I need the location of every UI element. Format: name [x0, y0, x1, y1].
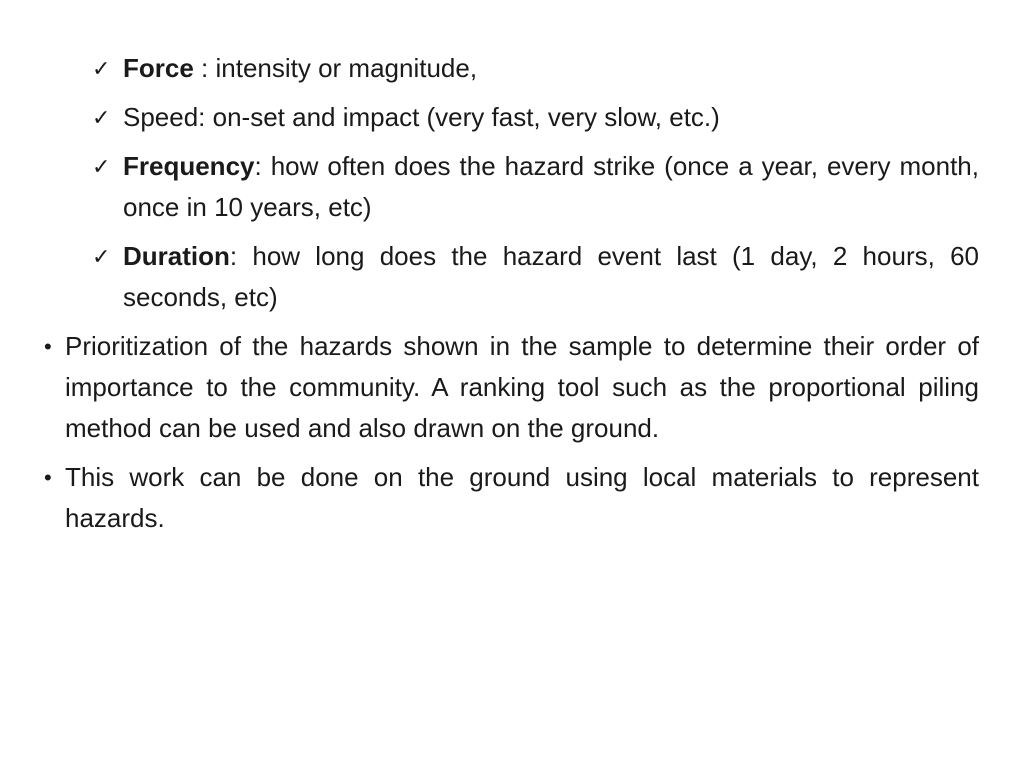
slide-content: [44, 48, 979, 547]
checkmark-icon: ✓: [92, 105, 111, 130]
checkmark-icon: ✓: [92, 56, 111, 81]
checkmark-icon: ✓: [92, 154, 111, 179]
item-description: : how long does the hazard event last (1 day, 2 hours, 60 seconds, etc): [123, 241, 979, 312]
item-term: Force: [123, 53, 194, 83]
checklist-item-speed: [92, 97, 979, 138]
bullet-item-prioritization: [44, 326, 979, 449]
bullet-icon: •: [44, 334, 52, 359]
item-text: [123, 48, 979, 89]
bullet-list: [44, 326, 979, 539]
item-term: Frequency: [123, 151, 255, 181]
item-description: : intensity or magnitude,: [193, 53, 478, 83]
item-description: This work can be done on the ground using local materials to represent hazards.: [65, 462, 979, 533]
checklist-item-frequency: [92, 146, 979, 228]
checklist: [92, 48, 979, 318]
item-description: : how often does the hazard strike (once a year, every month, once in 10 years, etc): [123, 151, 979, 222]
item-text: [123, 97, 979, 138]
item-description: Speed: on-set and impact (very fast, very slow, etc.): [123, 102, 720, 132]
checklist-item-duration: [92, 236, 979, 318]
item-text: [123, 236, 979, 318]
checklist-item-force: [92, 48, 979, 89]
item-term: Duration: [123, 241, 230, 271]
checkmark-icon: ✓: [92, 244, 111, 269]
item-text: [123, 146, 979, 228]
item-description: Prioritization of the hazards shown in the sample to determine their order of importance to the community. A ranking tool such as the proportional piling method can be used and also drawn on the ground.: [65, 331, 979, 443]
bullet-item-local-materials: [44, 457, 979, 539]
bullet-icon: •: [44, 465, 52, 490]
